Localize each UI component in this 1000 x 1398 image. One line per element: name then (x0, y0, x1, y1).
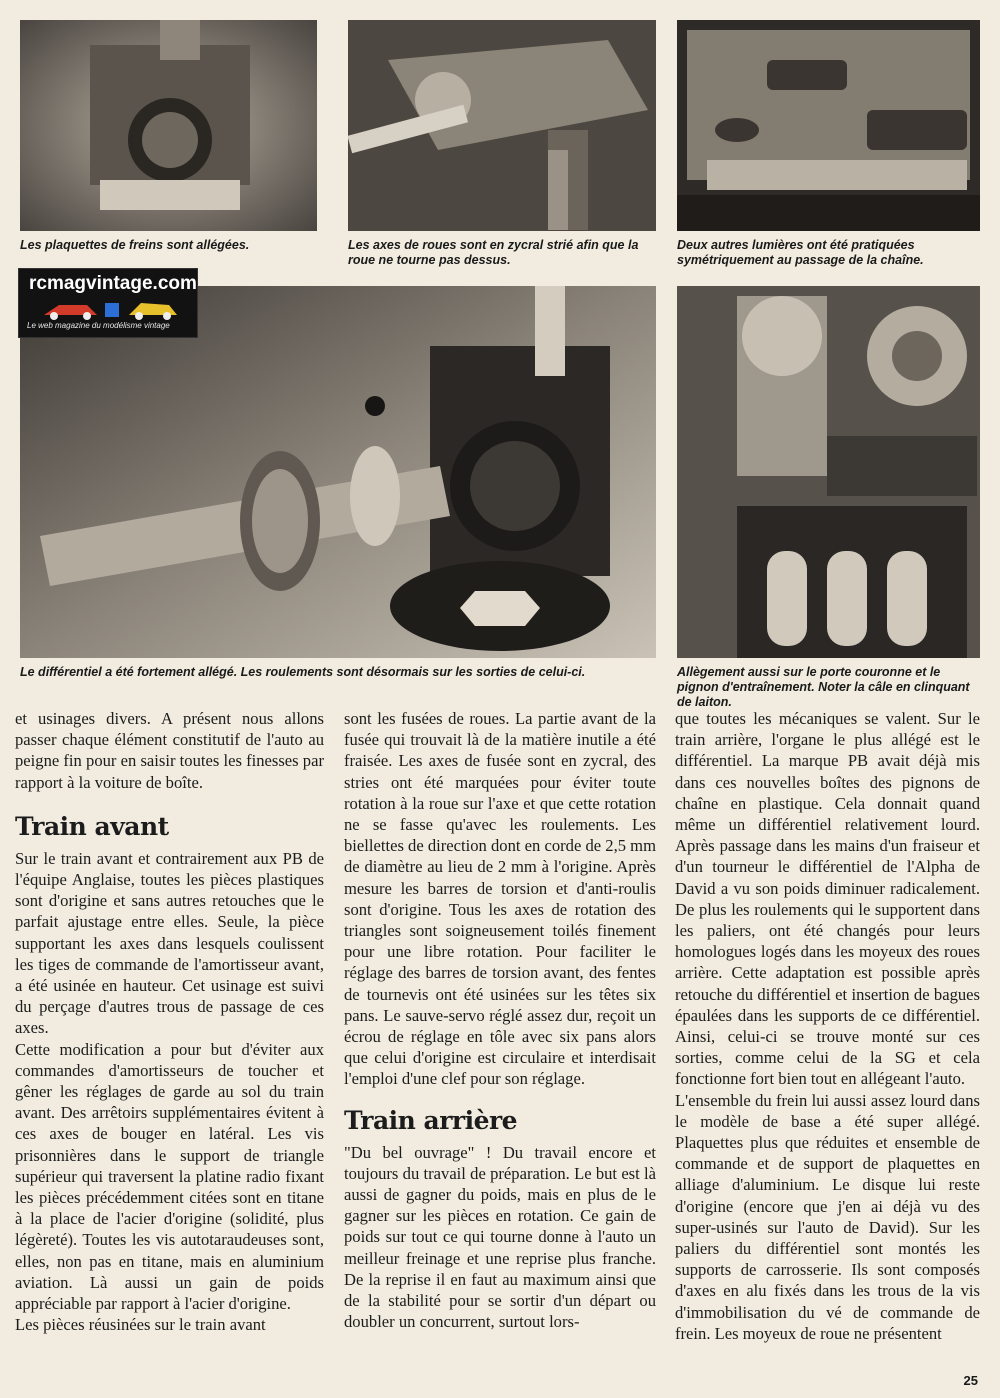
site-logo (18, 268, 198, 338)
caption-differential: Le différentiel a été fortement allégé. Les roulements sont désormais sur les sorties de celui-ci. (20, 665, 586, 679)
logo-cars-icon (39, 297, 179, 321)
text-column-2 (344, 708, 656, 1332)
col1-paragraph-1: et usinages divers. A présent nous allons passer chaque élément constitutif de l'auto au peigne fin pour en saisir toutes les finesses par rapport à la voiture de boîte. (15, 709, 324, 792)
photo-differential (20, 286, 656, 658)
col3-paragraph-1: que toutes les mécaniques se valent. Sur le train arrière, l'organe le plus allégé est le différentiel. La marque PB avait déjà mis dans ces nouvelles boîtes des pignons de chaîne en plastique. Cela donnait quand même un différentiel relativement lourd. Après passage dans les mains d'un fraiseur et d'un tourneur le différentiel de l'Alpha de David a vu son poids diminuer radicalement. De plus les roulements qui le supportent dans les paliers, ont été changés pour leurs homologues logés dans les moyeux des roues arrière. Cette adaptation est possible après retouche du différentiel et insertion de bagues épaulées dans les supports de ce différentiel. Ainsi, celui-ci se trouve monté sur ces sorties, comme celui de la SG et cela fonctionne fort bien tout en allégeant l'auto. (675, 709, 980, 1089)
col1-paragraph-2: Sur le train avant et contrairement aux PB de l'équipe Anglaise, toutes les pièces plastiques sont d'origine et sans autres retouches que le parfait ajustage entre elles. Seule, la pièce supportant les axes dans lesquels coulissent les tiges de commande de l'amortisseur avant, a été usinée en hauteur. Cet usinage est suivi du perçage d'autres trous de passage de ces axes. (15, 848, 324, 1038)
photo-crown-holder (677, 286, 980, 658)
photo-wheel-axles (348, 20, 656, 231)
caption-crown-holder: Allègement aussi sur le porte couronne et le pignon d'entraînement. Noter la câle en clinquant de laiton. (677, 665, 970, 709)
logo-subtitle: Le web magazine du modélisme vintage (27, 321, 170, 330)
heading-train-arriere: Train arrière (344, 1105, 518, 1135)
col3-paragraph-2: L'ensemble du frein lui aussi assez lourd dans le modèle de base a été super allégé. Plaquettes plus que réduites et ensemble de commande et de support de plaquettes en alliage d'aluminium. Le disque lui reste d'origine (encore que j'en ai déjà vu des super-usinés sur l'auto de David). Sur les paliers du différentiel sont montés les supports de carrosserie. Ils sont composés d'axes en alu fixés dans les trous de la vis d'immobilisation du vé de commande de frein. Les moyeux de roue ne présentent (675, 1090, 980, 1343)
col2-paragraph-2: "Du bel ouvrage" ! Du travail encore et toujours du travail de préparation. Le but est là aussi de gagner du poids, mais en plus de le gagner sur les pièces en rotation. Ce gain de poids sur tout ce qui tourne donne à l'auto un meilleur freinage et une reprise plus franche. De la reprise il en faut au maximum ainsi que de la stabilité pour se sortir d'un départ ou doubler un concurrent, surtout lors- (344, 1142, 656, 1332)
photo-brake-pads (20, 20, 317, 231)
col2-paragraph-1: sont les fusées de roues. La partie avant de la fusée qui trouvait là de la matière inutile a été fraisée. Les axes de fusée sont en zycral, des stries ont été marquées pour éviter toute rotation à la roue sur l'axe et que cette rotation ne se fasse qu'avec les roulements. Les biellettes de direction dont en corde de 2,5 mm de diamètre au lieu de 2 mm à l'origine. Après mesure les barres de torsion et d'anti-roulis sont d'origine. Tous les axes de rotation des triangles sont soigneusement toilés finement pour une libre rotation. Pour faciliter le réglage des barres de torsion avant, des fentes de tournevis ont été usinées sur les têtes six pans. Le sauve-servo réglé assez dur, reçoit un écrou de réglage en tôle avec six pans alors que celui d'origine est circulaire et interdisait l'emploi d'une clef pour son réglage. (344, 709, 656, 1089)
caption-wheel-axles: Les axes de roues sont en zycral strié afin que la roue ne tourne pas dessus. (348, 238, 639, 267)
text-column-1 (15, 708, 324, 1335)
col1-paragraph-4: Les pièces réusinées sur le train avant (15, 1315, 266, 1335)
page-number: 25 (963, 1373, 978, 1388)
caption-light-holes: Deux autres lumières ont été pratiquées symétriquement au passage de la chaîne. (677, 238, 924, 267)
text-column-3 (675, 708, 980, 1344)
heading-train-avant: Train avant (15, 811, 169, 841)
photo-light-holes (677, 20, 980, 231)
col1-paragraph-3: Cette modification a pour but d'éviter aux commandes d'amortisseurs de toucher et gêner les réglages de garde au sol du train avant. Des arrêtoirs supplémentaires évitent à ces axes de bouger en latéral. Les vis prisonnières dans le support de triangle supérieur qui traversent la platine radio fixant les pièces précédemment citées sont en titane à la place de l'acier d'origine (solidité, plus légèreté). Toutes les vis autotaraudeuses sont, elles, non pas en titane, mais en aluminium aviation. Là aussi un gain de poids appréciable par rapport à l'acier d'origine. (15, 1039, 324, 1314)
logo-title: rcmagvintage.com (29, 273, 197, 294)
caption-brake-pads: Les plaquettes de freins sont allégées. (20, 238, 250, 252)
